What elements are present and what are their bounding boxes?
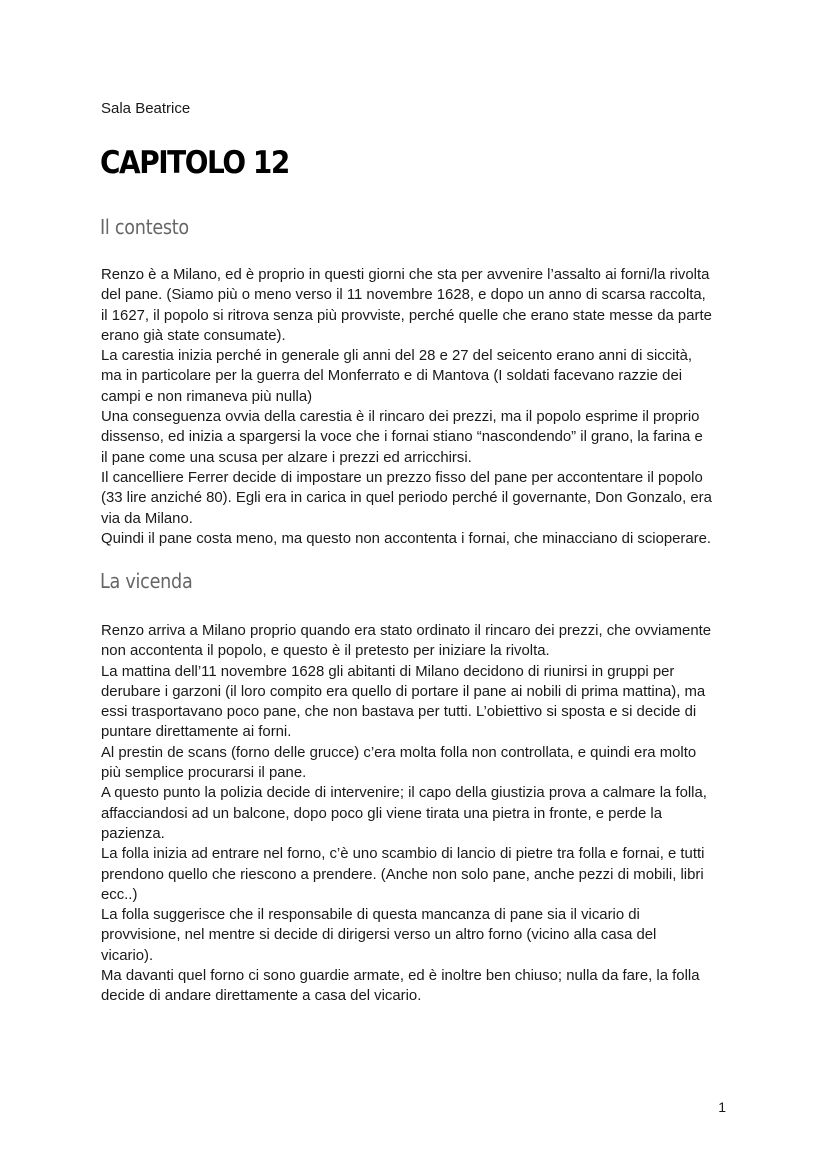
text-line: vicario). <box>101 947 154 964</box>
text-line: più semplice procurarsi il pane. <box>101 765 307 782</box>
text-line: puntare direttamente ai forni. <box>101 724 292 741</box>
text-line: A questo punto la polizia decide di intervenire; il capo della giustizia prova a calmare la folla, <box>101 785 707 802</box>
text-line: essi trasportavano poco pane, che non bastava per tutti. L’obiettivo si sposta e si decide di <box>101 704 697 721</box>
text-line: Ma davanti quel forno ci sono guardie armate, ed è inoltre ben chiuso; nulla da fare, la folla <box>101 968 700 985</box>
text-line: pazienza. <box>101 825 165 842</box>
text-line: del pane. (Siamo più o meno verso il 11 novembre 1628, e dopo un anno di scarsa raccolta, <box>101 287 706 304</box>
text-line: erano già state consumate). <box>101 327 286 344</box>
text-line: Al prestin de scans (forno delle grucce) c’era molta folla non controllata, e quindi era molto <box>101 744 697 761</box>
text-line: Una conseguenza ovvia della carestia è il rincaro dei prezzi, ma il popolo esprime il proprio <box>101 409 700 426</box>
text-line: affacciandosi ad un balcone, dopo poco gli viene tirata una pietra in fronte, e perde la <box>101 805 662 822</box>
text-line: prendono quello che riescono a prendere. (Anche non solo pane, anche pezzi di mobili, libri <box>101 866 704 883</box>
author-name: Sala Beatrice <box>101 100 191 117</box>
text-line: Quindi il pane costa meno, ma questo non accontenta i fornai, che minacciano di scioperare. <box>101 530 712 547</box>
section-title-contesto: Il contesto <box>100 215 189 239</box>
text-line: decide di andare direttamente a casa del vicario. <box>101 988 422 1005</box>
text-line: ecc..) <box>101 886 138 903</box>
text-line: La mattina dell’11 novembre 1628 gli abitanti di Milano decidono di riunirsi in gruppi per <box>101 663 675 680</box>
section-title-vicenda: La vicenda <box>100 569 193 593</box>
text-line: Renzo arriva a Milano proprio quando era stato ordinato il rincaro dei prezzi, che ovviamente <box>101 623 712 639</box>
page-number: 1 <box>718 1099 726 1115</box>
text-line: via da Milano. <box>101 510 193 527</box>
chapter-title: CAPITOLO 12 <box>100 145 289 181</box>
text-line: provvisione, nel mentre si decide di dirigersi verso un altro forno (vicino alla casa del <box>101 927 657 944</box>
section-body-vicenda <box>101 621 741 1007</box>
text-line: derubare i garzoni (il loro compito era quello di portare il pane ai nobili di prima mattina), ma <box>101 683 706 700</box>
text-line: Renzo è a Milano, ed è proprio in questi giorni che sta per avvenire l’assalto ai forni/la rivolta <box>101 267 710 283</box>
text-line: il pane come una scusa per alzare i prezzi ed arricchirsi. <box>101 449 472 466</box>
text-line: La folla inizia ad entrare nel forno, c’è uno scambio di lancio di pietre tra folla e fornai, e tutti <box>101 846 705 863</box>
text-line: dissenso, ed inizia a spargersi la voce che i fornai stiano “nascondendo” il grano, la farina e <box>101 429 703 446</box>
text-line: La carestia inizia perché in generale gli anni del 28 e 27 del seicento erano anni di siccità, <box>101 348 693 365</box>
text-line: ma in particolare per la guerra del Monferrato e di Mantova (I soldati facevano razzie dei <box>101 368 683 385</box>
text-line: non accontenta il popolo, e questo è il pretesto per iniziare la rivolta. <box>101 643 550 660</box>
text-line: La folla suggerisce che il responsabile di questa mancanza di pane sia il vicario di <box>101 907 640 924</box>
section-body-contesto <box>101 265 741 549</box>
text-line: campi e non rimaneva più nulla) <box>101 388 313 405</box>
text-line: il 1627, il popolo si ritrova senza più provviste, perché quelle che erano state messe da parte <box>101 307 712 324</box>
text-line: Il cancelliere Ferrer decide di impostare un prezzo fisso del pane per accontentare il popolo <box>101 469 703 486</box>
text-line: (33 lire anziché 80). Egli era in carica in quel periodo perché il governante, Don Gonzalo, era <box>101 490 712 507</box>
